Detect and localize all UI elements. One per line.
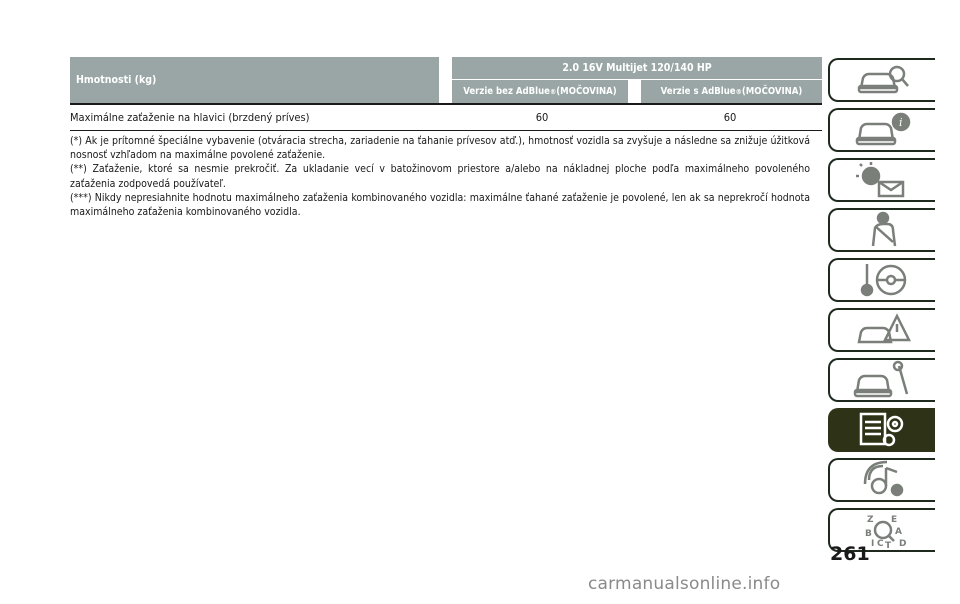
- header-rule: [70, 103, 822, 105]
- warning-light-message-icon: [853, 160, 913, 200]
- row-label: Maximálne zaťaženie na hlavici (brzdený príves): [70, 111, 310, 124]
- row-rule: [70, 130, 822, 131]
- key-steering-wheel-icon: [853, 260, 913, 300]
- index-letter-e: E: [890, 515, 897, 525]
- seatbelt-person-icon: [853, 210, 913, 250]
- tab-car-info[interactable]: [828, 108, 935, 152]
- tab-multimedia[interactable]: [828, 458, 935, 502]
- footnote-3: (***) Nikdy nepresiahnite hodnotu maximálneho zaťaženia kombinovaného vozidla: maximálne ťahané zaťaženie je povolené, len ak sa neprekročí hodnota maximálneho zaťaženia kombinovaného vozidla.: [70, 191, 810, 219]
- footnote-1: (*) Ak je prítomné špeciálne vybavenie (otváracia strecha, zariadenie na ťahanie prívesov atď.), hmotnosť vozidla sa zvyšuje a následne sa znižuje úžitková nosnosť vzhľadom na maximálne povolené zaťaženie.: [70, 135, 810, 162]
- table-row: [70, 106, 822, 130]
- index-letter-b: B: [864, 529, 872, 539]
- header-version-with-adblue: Verzie s AdBlue ® (MOČOVINA): [641, 80, 822, 103]
- page-number: 261: [830, 543, 870, 565]
- specs-gear-icon: [853, 410, 913, 450]
- footnotes: [70, 134, 810, 219]
- watermark: carmanualsonline.info: [588, 574, 781, 594]
- car-crash-warning-icon: [853, 310, 913, 350]
- multimedia-note-icon: [853, 460, 913, 500]
- index-letter-c: C: [876, 539, 884, 549]
- index-letter-d: D: [898, 539, 906, 549]
- tab-car-search[interactable]: [828, 58, 935, 102]
- tab-safety[interactable]: [828, 208, 935, 252]
- index-letter-i: I: [870, 539, 874, 549]
- svg-text:i: i: [898, 116, 903, 129]
- index-letter-a: A: [894, 527, 902, 537]
- index-letter-t: T: [884, 541, 891, 550]
- car-search-icon: [853, 60, 913, 100]
- tab-maintenance[interactable]: [828, 358, 935, 402]
- row-value-without-adblue: 60: [535, 111, 549, 124]
- index-letter-z: Z: [866, 515, 874, 525]
- tab-technical-data[interactable]: [828, 408, 935, 452]
- row-value-with-adblue: 60: [723, 111, 737, 124]
- header-engine: 2.0 16V Multijet 120/140 HP: [452, 57, 822, 79]
- car-wrench-icon: [853, 360, 913, 400]
- header-version-without-adblue: Verzie bez AdBlue ® (MOČOVINA): [452, 80, 628, 103]
- tab-warning-lights[interactable]: [828, 158, 935, 202]
- header-weights: Hmotnosti (kg): [70, 57, 439, 103]
- tab-emergency[interactable]: [828, 308, 935, 352]
- car-info-icon: [853, 110, 913, 150]
- tab-start-drive[interactable]: [828, 258, 935, 302]
- footnote-2: (**) Zaťaženie, ktoré sa nesmie prekročiť. Za ukladanie vecí v batožinovom priestore a/alebo na nákladnej ploche podľa maximálneho povoleného zaťaženia zodpovedá používateľ.: [70, 163, 810, 190]
